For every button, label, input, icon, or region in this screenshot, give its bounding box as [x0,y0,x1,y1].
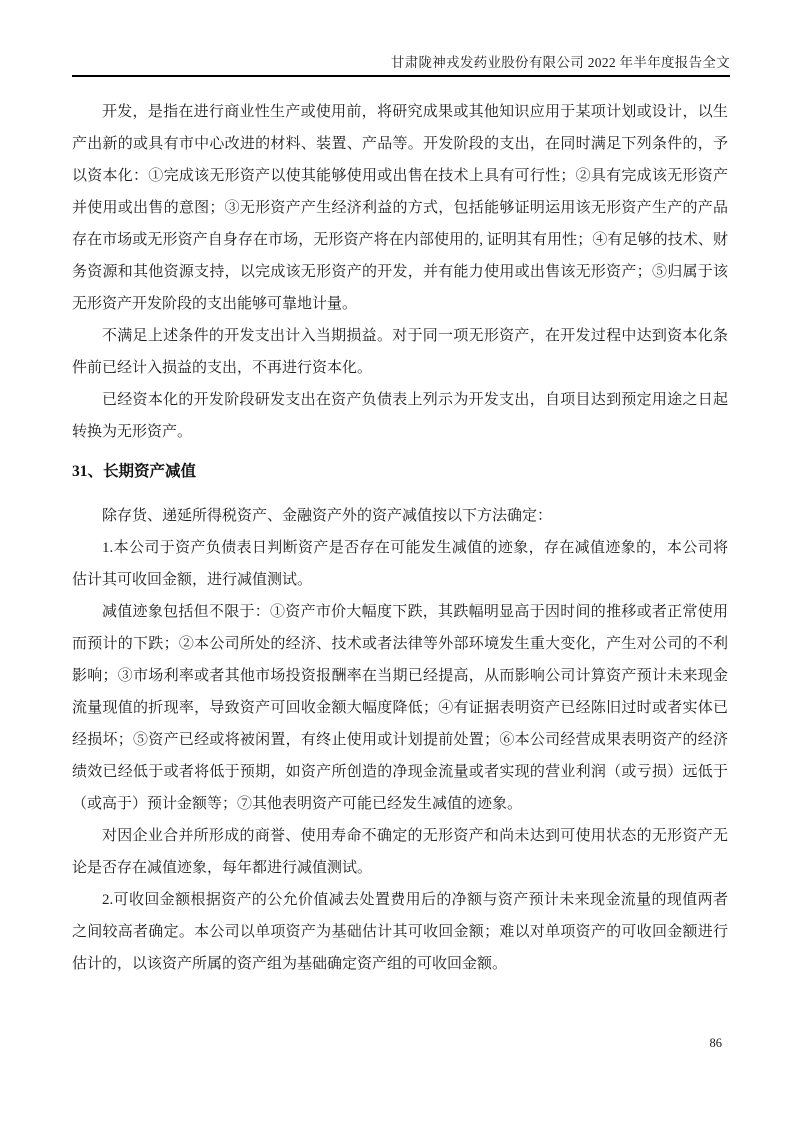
paragraph-impairment-indicators: 减值迹象包括但不限于：①资产市价大幅度下跌，其跌幅明显高于因时间的推移或者正常使用而预计的下跌；②本公司所处的经济、技术或者法律等外部环境发生重大变化，产生对公司的不利影响；③市场利率或者其他市场投资报酬率在当期已经提高，从而影响公司计算资产预计未来现金流量现值的折现率，导致资产可回收金额大幅度降低；④有证据表明资产已经陈旧过时或者实体已经损坏；⑤资产已经或将被闲置，有终止使用或计划提前处置；⑥本公司经营成果表明资产的经济绩效已经低于或者将低于预期，如资产所创造的净现金流量或者实现的营业利润（或亏损）远低于（或高于）预计金额等；⑦其他表明资产可能已经发生减值的迹象。 [72,604,728,812]
paragraph-goodwill-annual-test: 对因企业合并所形成的商誉、使用寿命不确定的无形资产和尚未达到可使用状态的无形资产无论是否存在减值迹象，每年都进行减值测试。 [72,828,728,876]
paragraph-capitalized-development: 已经资本化的开发阶段研发支出在资产负债表上列示为开发支出，自项目达到预定用途之日起转换为无形资产。 [72,392,728,440]
paragraph-impairment-test-item-1: 1.本公司于资产负债表日判断资产是否存在可能发生减值的迹象，存在减值迹象的，本公司将估计其可收回金额，进行减值测试。 [72,540,728,588]
paragraph-impairment-scope: 除存货、递延所得税资产、金融资产外的资产减值按以下方法确定： [102,508,553,524]
paragraph-expense-to-profit-loss: 不满足上述条件的开发支出计入当期损益。对于同一项无形资产，在开发过程中达到资本化条件前已经计入损益的支出，不再进行资本化。 [72,328,728,376]
paragraph-recoverable-amount-item-2: 2.可收回金额根据资产的公允价值减去处置费用后的净额与资产预计未来现金流量的现值两者之间较高者确定。本公司以单项资产为基础估计其可收回金额；难以对单项资产的可收回金额进行估计的，以该资产所属的资产组为基础确定资产组的可收回金额。 [72,892,728,972]
page-body [72,96,728,980]
page-header-title: 甘肃陇神戎发药业股份有限公司 2022 年半年度报告全文 [72,54,730,77]
paragraph-development-definition: 开发，是指在进行商业性生产或使用前，将研究成果或其他知识应用于某项计划或设计，以生产出新的或具有市中心改进的材料、装置、产品等。开发阶段的支出，在同时满足下列条件的，予以资本化：①完成该无形资产以使其能够使用或出售在技术上具有可行性；②具有完成该无形资产并使用或出售的意图；③无形资产产生经济利益的方式，包括能够证明运用该无形资产生产的产品存在市场或无形资产自身存在市场，无形资产将在内部使用的, 证明其有用性；④有足够的技术、财务资源和其他资源支持，以完成该无形资产的开发，并有能力使用或出售该无形资产；⑤归属于该无形资产开发阶段的支出能够可靠地计量。 [72,104,728,312]
page-number: 86 [709,1036,722,1050]
section-heading-31-long-term-asset-impairment: 31、长期资产减值 [72,463,197,480]
